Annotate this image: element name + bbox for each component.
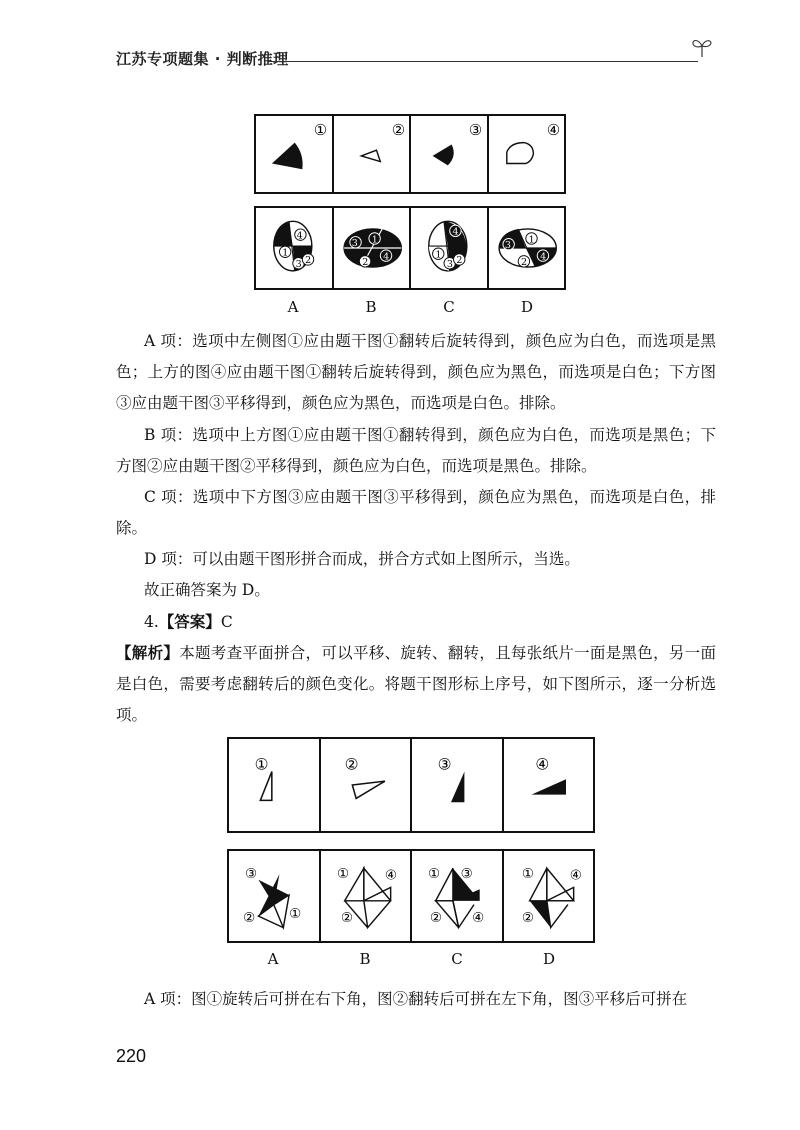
figure2-option-a: [229, 851, 321, 941]
figure1-options-panel: [254, 206, 566, 290]
svg-text:4: 4: [539, 251, 546, 263]
option-label-d: D: [542, 950, 556, 968]
svg-text:4: 4: [296, 230, 303, 242]
figure2-piece-2: [352, 781, 385, 798]
figure1-piece-3: [433, 145, 454, 166]
svg-text:3: 3: [446, 259, 453, 271]
figure2-question-cell: [412, 739, 504, 831]
figure2-question-cell: [504, 739, 594, 831]
figure2-label: ②: [344, 755, 358, 774]
svg-text:4: 4: [452, 226, 459, 238]
figure1-question-cell: [334, 116, 412, 192]
option-label-d: D: [520, 298, 534, 316]
svg-text:3: 3: [504, 240, 511, 251]
figure2-option-b: [321, 851, 413, 941]
svg-text:2: 2: [520, 257, 527, 269]
svg-text:3: 3: [351, 238, 358, 250]
figure1-option-a: [256, 208, 334, 288]
figure1-option-c: [411, 208, 489, 288]
figure2-piece-3: [451, 772, 464, 803]
figure1-option-d: [489, 208, 565, 288]
figure2-option-c: [412, 851, 504, 941]
figure2-piece-4: [531, 779, 566, 794]
figure2-label: ④: [534, 755, 549, 774]
explanation-b: B 项：选项中上方图①应由题干图①翻转得到，颜色应为白色，而选项是黑色；下方图②应由题干图②平移得到，颜色应为白色，而选项是黑色。排除。: [116, 426, 716, 475]
figure2-mark: ②: [429, 910, 442, 926]
figure1-piece-4: [506, 143, 533, 164]
analysis-text: 本题考查平面拼合，可以平移、旋转、翻转，且每张纸片一面是黑色，另一面是白色，需要考虑翻转后的颜色变化。将题干图形标上序号，如下图所示，逐一分析选项。: [116, 644, 716, 724]
figure2-mark: ④: [384, 868, 397, 884]
figure2-mark: ②: [340, 910, 353, 926]
question-number: 4.: [144, 613, 159, 631]
svg-text:1: 1: [371, 234, 378, 246]
figure2-mark: ④: [569, 868, 582, 884]
svg-text:2: 2: [305, 255, 312, 267]
analysis-paragraph: [116, 637, 716, 731]
figure1-label: ④: [546, 121, 560, 139]
figure2-question-cell: [229, 739, 321, 831]
svg-text:2: 2: [361, 257, 368, 269]
answer-tag: 【答案】: [158, 612, 221, 631]
figure2-mark: ①: [521, 866, 534, 882]
figure1-option-labels: [254, 298, 566, 316]
option-label-a: A: [267, 950, 279, 968]
figure2-mark: ③: [245, 866, 258, 882]
svg-text:1: 1: [282, 247, 289, 259]
option-label-c: C: [443, 298, 455, 316]
svg-text:2: 2: [456, 255, 463, 267]
figure2-question-panel: [227, 737, 595, 833]
figure2-label: ③: [437, 755, 452, 774]
figure2-mark: ③: [460, 866, 473, 882]
figure2-mark: ①: [428, 866, 441, 882]
option-label-b: B: [365, 298, 377, 316]
figure1-question-cell: [411, 116, 489, 192]
svg-text:1: 1: [528, 234, 535, 246]
figure1-question-cell: [256, 116, 334, 192]
explanation-d: D 项：可以由题干图形拼合而成，拼合方式如上图所示，当选。: [144, 550, 580, 568]
answer-line: [116, 606, 716, 638]
figure2-piece-1: [260, 772, 272, 801]
figure2-mark: ①: [336, 866, 349, 882]
figure2-mark: ②: [521, 910, 534, 926]
answer-value: C: [220, 613, 233, 631]
figure1-label: ③: [468, 121, 483, 139]
figure2-option-labels: [227, 950, 595, 968]
figure1-label: ②: [391, 121, 405, 139]
figure2-label: ①: [254, 755, 269, 774]
figure2-mark: ②: [243, 910, 256, 926]
figure1-option-b: [334, 208, 412, 288]
svg-text:1: 1: [435, 249, 442, 261]
explanation-c: C 项：选项中下方图③应由题干图③平移得到，颜色应为黑色，而选项是白色，排除。: [116, 488, 716, 537]
figure1-question-cell: [489, 116, 565, 192]
explanation-fig2-a: A 项：图①旋转后可拼在右下角，图②翻转后可拼在左下角，图③平移后可拼在: [144, 990, 688, 1008]
figure2-mark: ①: [289, 907, 302, 923]
figure2-options-panel: [227, 849, 595, 943]
page-number: 220: [116, 1046, 147, 1066]
explanation-a: A 项：选项中左侧图①应由题干图①翻转后旋转得到，颜色应为白色，而选项是黑色；上方的图④应由题干图①翻转后旋转得到，颜色应为黑色，而选项是白色；下方图③应由题干图③平移得到，颜色应为黑色，而选项是白色。排除。: [116, 332, 716, 412]
option-label-c: C: [451, 950, 463, 968]
analysis-tag: 【解析】: [116, 643, 180, 662]
option-label-b: B: [359, 950, 371, 968]
figure1-piece-2: [361, 150, 380, 161]
figure1-piece-1: [272, 143, 303, 170]
sprout-icon: [690, 36, 714, 58]
figure1-question-panel: [254, 114, 566, 194]
option-label-a: A: [287, 298, 299, 316]
header-rule: [268, 61, 698, 62]
running-header: 江苏专项题集 · 判断推理: [116, 50, 289, 68]
conclusion: 故正确答案为 D。: [144, 581, 270, 599]
figure2-question-cell: [321, 739, 413, 831]
figure2-mark: ④: [472, 910, 485, 926]
figure2-option-d: [504, 851, 594, 941]
figure1-label: ①: [313, 121, 328, 139]
svg-text:4: 4: [382, 251, 389, 263]
svg-text:3: 3: [295, 259, 302, 271]
